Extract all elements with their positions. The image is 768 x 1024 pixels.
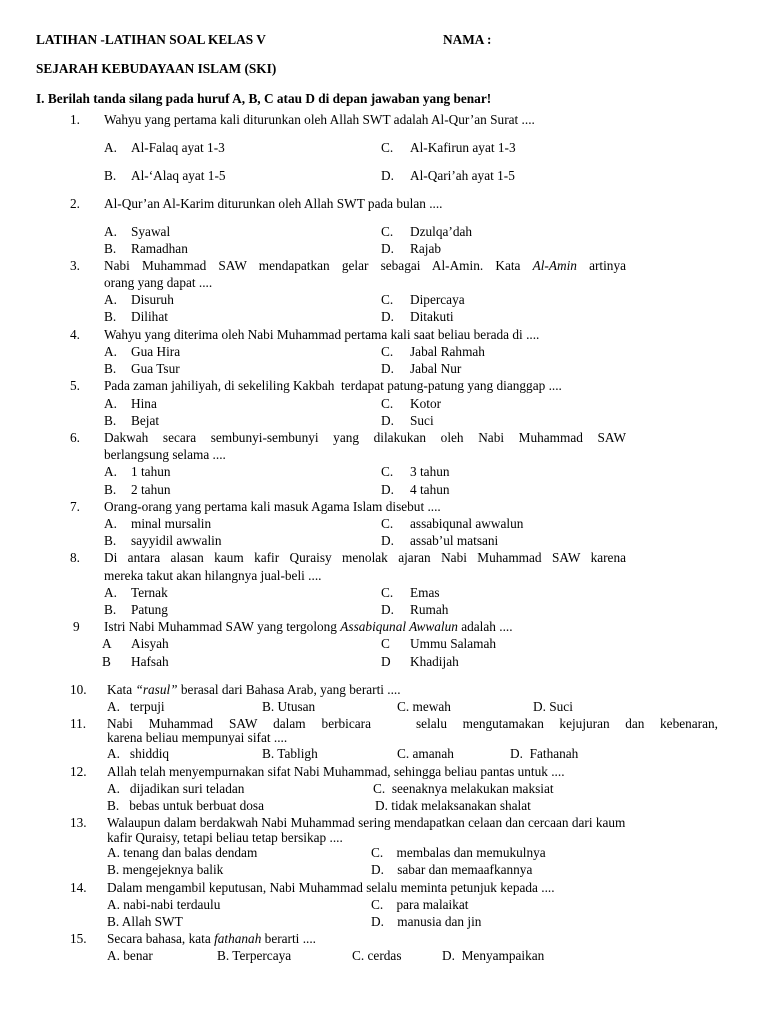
- option-letter: A.: [107, 897, 120, 912]
- question-number: 12.: [70, 764, 87, 779]
- option-b-letter: B.: [104, 482, 117, 497]
- question-text-italic: “rasul”: [135, 682, 178, 697]
- option-letter: D.: [371, 862, 384, 877]
- option-b: Dilihat: [131, 309, 168, 324]
- option-a: Hina: [131, 396, 157, 411]
- option-a: Gua Hira: [131, 344, 181, 359]
- option-c: [397, 746, 454, 762]
- option-text: Allah SWT: [121, 914, 183, 929]
- option-d: Al-Qari’ah ayat 1-5: [410, 168, 515, 183]
- option-d: Rumah: [410, 602, 449, 617]
- option-b-letter: B.: [104, 168, 117, 183]
- option-letter: A.: [107, 948, 120, 963]
- option-text: amanah: [412, 746, 454, 761]
- question-text-part: Secara bahasa, kata: [107, 931, 211, 946]
- question-number: 5.: [70, 378, 80, 393]
- question-number: 1.: [70, 112, 80, 127]
- question-text: Allah telah menyempurnakan sifat Nabi Muhammad, sehingga beliau pantas untuk ....: [107, 764, 565, 779]
- option-c: [397, 699, 451, 715]
- option-a: Ternak: [131, 585, 168, 600]
- question-text: Di antara alasan kaum kafir Quraisy menolak ajaran Nabi Muhammad SAW karena: [104, 550, 626, 565]
- option-b: Ramadhan: [131, 241, 188, 256]
- option-a-letter: A.: [104, 224, 117, 239]
- option-b: [217, 948, 291, 964]
- question-number: 4.: [70, 327, 80, 342]
- option-c-letter: C.: [381, 464, 394, 479]
- question-text-line-2: mereka takut akan hilangnya jual-beli ....: [104, 568, 322, 583]
- option-d-letter: D: [381, 654, 391, 669]
- option-text: cerdas: [367, 948, 402, 963]
- option-c-letter: C.: [381, 224, 394, 239]
- option-letter: A.: [107, 845, 120, 860]
- option-d-letter: D.: [381, 309, 394, 324]
- option-c: [373, 781, 554, 797]
- option-b: [262, 746, 318, 762]
- question-text-part: Kata: [107, 682, 133, 697]
- question-text: Pada zaman jahiliyah, di sekeliling Kakbah terdapat patung-patung yang dianggap ....: [104, 378, 562, 393]
- option-b-letter: B.: [104, 309, 117, 324]
- option-b: [262, 699, 315, 715]
- option-text: bebas untuk berbuat dosa: [129, 798, 264, 813]
- option-c: Jabal Rahmah: [410, 344, 485, 359]
- option-c-letter: C.: [381, 396, 394, 411]
- question-text-italic: Al-Amin: [532, 258, 577, 273]
- option-b: [107, 862, 223, 878]
- option-d: assab’ul matsani: [410, 533, 499, 548]
- option-text: tenang dan balas dendam: [123, 845, 258, 860]
- option-a-letter: A.: [104, 344, 117, 359]
- option-text: mengejeknya balik: [122, 862, 224, 877]
- question-number: 9: [73, 619, 80, 634]
- option-a-letter: A.: [104, 140, 117, 155]
- option-b-letter: B.: [104, 413, 117, 428]
- option-d: 4 tahun: [410, 482, 450, 497]
- option-c: [371, 897, 468, 913]
- option-d-letter: D.: [381, 602, 394, 617]
- question-text-italic: fathanah: [214, 931, 262, 946]
- option-b-letter: B: [102, 654, 111, 669]
- option-letter: D.: [533, 699, 546, 714]
- question-text-part: berasal dari Bahasa Arab, yang berarti ....: [180, 682, 401, 697]
- option-letter: D.: [442, 948, 455, 963]
- option-letter: B.: [262, 699, 275, 714]
- option-letter: B.: [107, 914, 120, 929]
- option-d-letter: D.: [381, 241, 394, 256]
- question-text: Nabi Muhammad SAW dalam berbicara: [107, 716, 371, 731]
- option-d: Khadijah: [410, 654, 459, 669]
- option-c: Dipercaya: [410, 292, 465, 307]
- option-a-letter: A.: [104, 516, 117, 531]
- question-text-part: berarti ....: [264, 931, 316, 946]
- option-d: Jabal Nur: [410, 361, 462, 376]
- option-text: Menyampaikan: [461, 948, 545, 963]
- question-text: Wahyu yang pertama kali diturunkan oleh Allah SWT adalah Al-Qur’an Surat ....: [104, 112, 535, 127]
- option-text: para malaikat: [396, 897, 469, 912]
- option-a: [107, 746, 169, 762]
- option-b-letter: B.: [104, 533, 117, 548]
- question-text-part: Nabi Muhammad SAW mendapatkan gelar sebagai Al-Amin. Kata: [104, 258, 521, 273]
- option-a: [107, 699, 165, 715]
- question-number: 15.: [70, 931, 87, 946]
- option-d-letter: D.: [381, 413, 394, 428]
- question-text: Wahyu yang diterima oleh Nabi Muhammad pertama kali saat beliau berada di ....: [104, 327, 540, 342]
- option-d: Rajab: [410, 241, 442, 256]
- option-c: [352, 948, 402, 964]
- option-letter: D.: [510, 746, 523, 761]
- option-a: [107, 897, 220, 913]
- option-b: [107, 798, 264, 814]
- option-letter: B.: [107, 798, 120, 813]
- option-b: Patung: [131, 602, 168, 617]
- option-b-letter: B.: [104, 602, 117, 617]
- option-c-letter: C.: [381, 516, 394, 531]
- option-a: Aisyah: [131, 636, 169, 651]
- option-c: Kotor: [410, 396, 442, 411]
- option-d: [371, 914, 481, 930]
- option-b: Bejat: [131, 413, 160, 428]
- question-number: 10.: [70, 682, 87, 697]
- option-a: 1 tahun: [131, 464, 171, 479]
- option-letter: C.: [371, 897, 384, 912]
- option-c-letter: C: [381, 636, 390, 651]
- question-number: 2.: [70, 196, 80, 211]
- option-text: tidak melaksanakan shalat: [391, 798, 531, 813]
- question-text: Dalam mengambil keputusan, Nabi Muhammad selalu meminta petunjuk kepada ....: [107, 880, 555, 895]
- option-c-letter: C.: [381, 292, 394, 307]
- option-letter: B.: [262, 746, 275, 761]
- option-b: [107, 914, 183, 930]
- option-text: terpuji: [129, 699, 165, 714]
- option-a-letter: A.: [104, 396, 117, 411]
- option-letter: A.: [107, 746, 120, 761]
- question-number: 8.: [70, 550, 80, 565]
- option-c: 3 tahun: [410, 464, 450, 479]
- option-letter: C.: [352, 948, 365, 963]
- option-letter: C.: [397, 699, 410, 714]
- question-text: [107, 682, 401, 698]
- question-text-line-2: orang yang dapat ....: [104, 275, 213, 290]
- option-text: sabar dan memaafkannya: [397, 862, 533, 877]
- option-letter: B.: [217, 948, 230, 963]
- option-d-letter: D.: [381, 482, 394, 497]
- option-letter: C.: [373, 781, 386, 796]
- question-text-part: artinya: [589, 258, 626, 273]
- question-number: 7.: [70, 499, 80, 514]
- question-text: Walaupun dalam berdakwah Nabi Muhammad sering mendapatkan celaan dan cercaan dari kaum: [107, 815, 626, 830]
- option-text: Utusan: [277, 699, 316, 714]
- option-a-letter: A.: [104, 464, 117, 479]
- question-text-line-2: kafir Quraisy, tetapi beliau tetap bersikap ....: [107, 830, 343, 845]
- option-a-letter: A.: [104, 585, 117, 600]
- option-a: [107, 845, 257, 861]
- option-d: [375, 798, 531, 814]
- option-d: Suci: [410, 413, 434, 428]
- question-text: [104, 619, 513, 635]
- subject-title: SEJARAH KEBUDAYAAN ISLAM (SKI): [36, 61, 277, 76]
- worksheet-title: LATIHAN -LATIHAN SOAL KELAS V: [36, 32, 266, 47]
- option-a-letter: A: [102, 636, 112, 651]
- question-number: 13.: [70, 815, 87, 830]
- option-b: Al-‘Alaq ayat 1-5: [131, 168, 226, 183]
- option-letter: D.: [375, 798, 388, 813]
- question-number: 6.: [70, 430, 80, 445]
- option-text: seenaknya melakukan maksiat: [391, 781, 554, 796]
- option-text: Tabligh: [277, 746, 318, 761]
- question-text-cont: selalu mengutamakan kejujuran dan kebenaran,: [416, 716, 718, 731]
- option-d-letter: D.: [381, 168, 394, 183]
- instruction-heading: I. Berilah tanda silang pada huruf A, B, C atau D di depan jawaban yang benar!: [36, 91, 492, 106]
- option-letter: C.: [397, 746, 410, 761]
- question-text: Orang-orang yang pertama kali masuk Agama Islam disebut ....: [104, 499, 441, 514]
- option-a: Disuruh: [131, 292, 174, 307]
- option-b-letter: B.: [104, 241, 117, 256]
- option-text: mewah: [412, 699, 451, 714]
- option-text: dijadikan suri teladan: [129, 781, 245, 796]
- option-text: nabi-nabi terdaulu: [123, 897, 221, 912]
- option-letter: B.: [107, 862, 120, 877]
- option-c-letter: C.: [381, 585, 394, 600]
- option-letter: A.: [107, 781, 120, 796]
- option-c-letter: C.: [381, 140, 394, 155]
- question-number: 3.: [70, 258, 80, 273]
- option-b: Hafsah: [131, 654, 169, 669]
- question-text-line-2: berlangsung selama ....: [104, 447, 226, 462]
- option-d: [371, 862, 532, 878]
- option-a: [107, 948, 153, 964]
- option-letter: A.: [107, 699, 120, 714]
- option-b: Gua Tsur: [131, 361, 180, 376]
- option-b: sayyidil awwalin: [131, 533, 222, 548]
- option-text: Fathanah: [529, 746, 579, 761]
- option-letter: C.: [371, 845, 384, 860]
- option-b-letter: B.: [104, 361, 117, 376]
- option-c-letter: C.: [381, 344, 394, 359]
- option-letter: D.: [371, 914, 384, 929]
- question-text-part: Istri Nabi Muhammad SAW yang tergolong: [104, 619, 337, 634]
- option-c: Al-Kafirun ayat 1-3: [410, 140, 516, 155]
- option-text: benar: [123, 948, 153, 963]
- option-c: assabiqunal awwalun: [410, 516, 524, 531]
- option-b: 2 tahun: [131, 482, 171, 497]
- question-text-part: adalah ....: [461, 619, 513, 634]
- option-text: Suci: [549, 699, 573, 714]
- question-text-line-2: karena beliau mempunyai sifat ....: [107, 730, 288, 745]
- option-a: minal mursalin: [131, 516, 212, 531]
- option-d: [533, 699, 573, 715]
- option-a: Syawal: [131, 224, 171, 239]
- option-d: [510, 746, 578, 762]
- question-text: [107, 931, 316, 947]
- question-text-italic: Assabiqunal Awwalun: [340, 619, 458, 634]
- name-field-label: NAMA :: [443, 32, 492, 47]
- option-d: [442, 948, 544, 964]
- question-number: 14.: [70, 880, 87, 895]
- option-d-letter: D.: [381, 533, 394, 548]
- option-text: Terpercaya: [232, 948, 292, 963]
- option-d-letter: D.: [381, 361, 394, 376]
- option-text: shiddiq: [129, 746, 170, 761]
- option-text: manusia dan jin: [397, 914, 482, 929]
- option-c: Ummu Salamah: [410, 636, 497, 651]
- option-d: Ditakuti: [410, 309, 454, 324]
- option-c: Dzulqa’dah: [410, 224, 473, 239]
- option-c: Emas: [410, 585, 440, 600]
- option-a: Al-Falaq ayat 1-3: [131, 140, 225, 155]
- question-text: [104, 258, 626, 274]
- option-c: [371, 845, 546, 861]
- option-text: membalas dan memukulnya: [396, 845, 546, 860]
- question-text: Al-Qur’an Al-Karim diturunkan oleh Allah SWT pada bulan ....: [104, 196, 443, 211]
- option-a: [107, 781, 244, 797]
- option-a-letter: A.: [104, 292, 117, 307]
- question-text: Dakwah secara sembunyi-sembunyi yang dilakukan oleh Nabi Muhammad SAW: [104, 430, 626, 445]
- question-number: 11.: [70, 716, 87, 731]
